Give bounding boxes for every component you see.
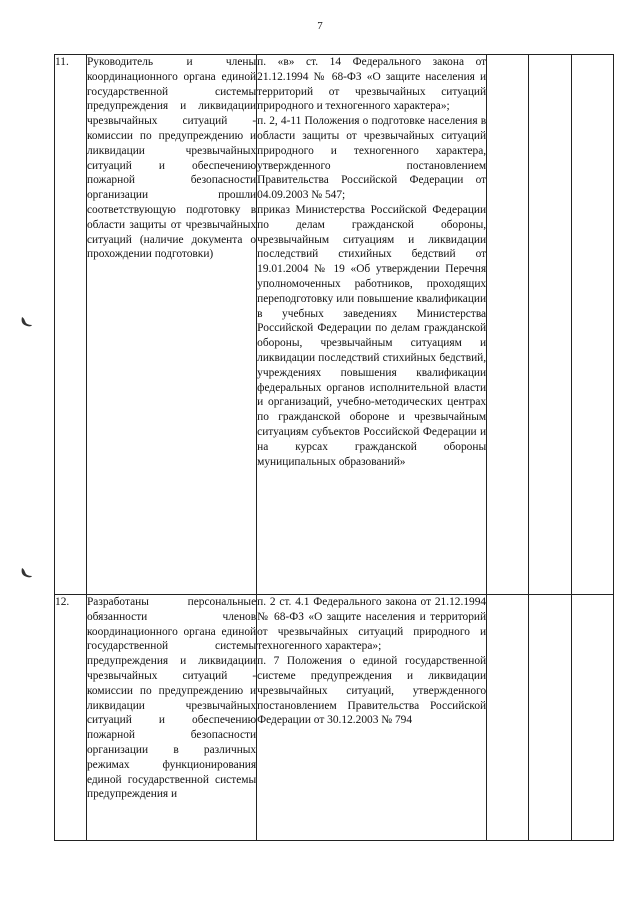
check-cell bbox=[529, 55, 571, 595]
binder-hole-mark-icon bbox=[19, 565, 33, 579]
check-cell bbox=[571, 595, 613, 841]
check-cell bbox=[487, 55, 529, 595]
requirement-text: Разработаны персональные обязанности членов координационного органа единой государственной системы предупреждения и ликвидации чрезвычайных ситуаций - комиссии по предупреждению и ликвидации чрезвычайных ситуаций и обеспечению пожарной безопасности организации в различных режимах функционирования единой государственной системы предупреждения и bbox=[86, 596, 257, 801]
check-cell bbox=[571, 55, 613, 595]
requirement-cell bbox=[86, 55, 256, 595]
requirement-cell bbox=[86, 595, 256, 841]
check-cell bbox=[487, 595, 529, 841]
legal-basis-text: п. «в» ст. 14 Федерального закона от 21.12.1994 № 68-ФЗ «О защите населения и территорий от чрезвычайных ситуаций природного и техногенного характера»; п. 2, 4-11 Положения о подготовке населения в области защиты от чрезвычайных ситуаций природного и техногенного характера, утвержденного постановлением Правительства Российской Федерации от 04.09.2003 № 547; приказ Министерства Российской Федерации по делам гражданской обороны, чрезвычайным ситуациям и ликвидации последствий стихийных бедствий от 19.01.2004 № 19 «Об утверждении Перечня уполномоченных работников, проходящих переподготовку или повышение квалификации в учебных заведениях Министерства Российской Федерации по делам гражданской обороны, чрезвычайным ситуациям и ликвидации последствий стихийных бедствий, учреждениях повышения квалификации федеральных органов исполнительной власти и организаций, учебно-методических центрах по гражданской обороне и чрезвычайным ситуациям субъектов Российской Федерации и на курсах гражданской обороны муниципальных образований» bbox=[257, 56, 487, 468]
legal-basis-text: п. 2 ст. 4.1 Федерального закона от 21.12.1994 № 68-ФЗ «О защите населения и территорий от чрезвычайных ситуаций природного и техногенного характера»; п. 7 Положения о единой государственной системе предупреждения и ликвидации чрезвычайных ситуаций, утвержденного постановлением Правительства Российской Федерации от 30.12.2003 № 794 bbox=[257, 596, 487, 727]
row-number: 12. bbox=[55, 595, 87, 841]
legal-basis-cell bbox=[257, 595, 487, 841]
table-row bbox=[55, 55, 614, 595]
table-row bbox=[55, 595, 614, 841]
row-number: 11. bbox=[55, 55, 87, 595]
check-cell bbox=[529, 595, 571, 841]
page-number: 7 bbox=[317, 20, 323, 32]
requirement-text: Руководитель и члены координационного органа единой государственной системы предупреждения и ликвидации чрезвычайных ситуаций - комиссии по предупреждению и ликвидации чрезвычайных ситуаций и обеспечению пожарной безопасности организации прошли соответствующую подготовку в области защиты от чрезвычайных ситуаций (наличие документа о прохождении подготовки) bbox=[86, 56, 257, 261]
legal-basis-cell bbox=[257, 55, 487, 595]
requirements-table bbox=[54, 54, 614, 841]
binder-hole-mark-icon bbox=[19, 314, 33, 328]
